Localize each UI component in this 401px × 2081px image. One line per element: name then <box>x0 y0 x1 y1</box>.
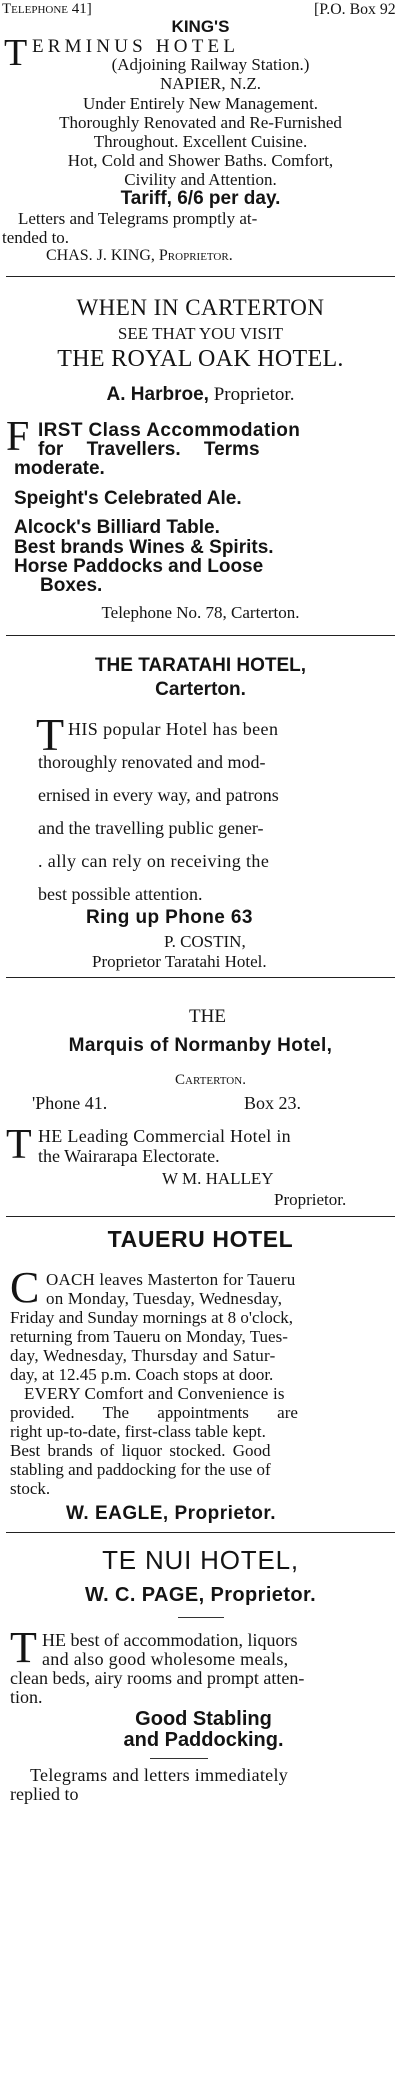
body-line: and also good wholesome meals, <box>42 1649 289 1669</box>
proprietor-signature: W M. HALLEY <box>162 1169 274 1188</box>
body-line: thoroughly renovated and mod- <box>38 752 266 772</box>
description-line: Hot, Cold and Shower Baths. Comfort, <box>67 151 334 170</box>
body-line: best possible attention. <box>38 884 203 904</box>
phone-number: 'Phone 41. <box>32 1093 108 1113</box>
hotel-name: THE ROYAL OAK HOTEL. <box>57 346 344 372</box>
body-line: . ally can rely on receiving the <box>38 851 270 871</box>
headline: WHEN IN CARTERTON <box>76 295 325 320</box>
stabling-line: and Paddocking. <box>123 1729 284 1751</box>
ornamental-dash <box>150 1758 208 1759</box>
drop-cap-t: T <box>4 32 28 74</box>
ornamental-dash <box>178 1617 224 1618</box>
hotel-town: NAPIER, N.Z. <box>159 74 262 93</box>
body-line: the Wairarapa Electorate. <box>38 1146 220 1166</box>
letters-line: tended to. <box>2 228 70 247</box>
body-line: clean beds, airy rooms and prompt atten- <box>10 1668 305 1688</box>
divider <box>6 1216 395 1217</box>
body-line: OACH leaves Masterton for Taueru <box>46 1270 296 1289</box>
telephone-line: Telephone No. 78, Carterton. <box>101 603 300 622</box>
hotel-town: Carterton. <box>155 679 246 700</box>
proprietor-title: Proprietor Taratahi Hotel. <box>92 952 267 971</box>
body-line: tion. <box>10 1687 43 1707</box>
body-line: day, Wednesday, Thursday and Satur- <box>10 1346 276 1365</box>
hotel-name: TAUERU HOTEL <box>107 1226 294 1252</box>
proprietor-line: W. EAGLE, Proprietor. <box>66 1503 277 1524</box>
hotel-name: ERMINUS HOTEL <box>32 36 240 57</box>
proprietor-title: Proprietor. <box>208 384 295 405</box>
body-line: HE best of accommodation, liquors <box>42 1630 298 1650</box>
hotel-location-note: (Adjoining Railway Station.) <box>111 55 310 74</box>
hotel-owner-name: KING'S <box>171 17 230 36</box>
tariff: Tariff, 6/6 per day. <box>120 188 281 209</box>
feature-line: Best brands Wines & Spirits. <box>14 537 274 558</box>
accommodation-line: for Travellers. Terms <box>38 439 260 460</box>
telegrams-line: replied to <box>10 1784 79 1804</box>
drop-cap-t: T <box>6 1122 32 1168</box>
hotel-name: TE NUI HOTEL, <box>102 1545 299 1575</box>
body-line: Best brands of liquor stocked. Good <box>10 1441 271 1460</box>
body-line: ernised in every way, and patrons <box>38 785 279 805</box>
subheadline: SEE THAT YOU VISIT <box>117 324 284 343</box>
hotel-town: Carterton. <box>175 1072 246 1088</box>
description-line: Thoroughly Renovated and Re-Furnished <box>59 113 342 132</box>
article: THE <box>189 1006 226 1027</box>
proprietor-signature: CHAS. J. KING, Proprietor. <box>46 247 233 264</box>
feature-line: Alcock's Billiard Table. <box>14 517 220 538</box>
stabling-line: Good Stabling <box>135 1708 272 1730</box>
body-line: day, at 12.45 p.m. Coach stops at door. <box>10 1365 274 1384</box>
phone-callout: Ring up Phone 63 <box>86 907 253 928</box>
ale-advert: Speight's Celebrated Ale. <box>14 488 242 509</box>
divider <box>6 635 395 636</box>
body-line: on Monday, Tuesday, Wednesday, <box>46 1289 283 1308</box>
description-line: Throughout. Excellent Cuisine. <box>93 132 308 151</box>
drop-cap-c: C <box>10 1263 40 1312</box>
body-line: stabling and paddocking for the use of <box>10 1460 271 1479</box>
body-line: Friday and Sunday mornings at 8 o'clock, <box>10 1308 294 1327</box>
telegrams-line: Telegrams and letters immediately <box>30 1765 289 1785</box>
description-line: Civility and Attention. <box>124 170 277 189</box>
feature-line: Horse Paddocks and Loose <box>14 556 264 577</box>
drop-cap-t: T <box>10 1623 37 1672</box>
hotel-name: THE TARATAHI HOTEL, <box>94 655 307 676</box>
body-line: HIS popular Hotel has been <box>68 719 279 739</box>
divider <box>6 977 395 978</box>
proprietor-title: Proprietor. <box>274 1190 347 1209</box>
body-line: provided. The appointments are <box>10 1403 298 1422</box>
divider <box>6 276 395 277</box>
body-line: right up-to-date, first-class table kept. <box>10 1422 266 1441</box>
body-line: returning from Taueru on Monday, Tues- <box>10 1327 288 1346</box>
drop-cap-f: F <box>6 414 30 460</box>
body-line: EVERY Comfort and Convenience is <box>24 1384 285 1403</box>
box-number: Box 23. <box>244 1093 302 1113</box>
proprietor-signature: P. COSTIN, <box>164 932 246 951</box>
divider <box>6 1532 395 1533</box>
letters-line: Letters and Telegrams promptly at- <box>18 209 258 228</box>
description-line: Under Entirely New Management. <box>82 94 319 113</box>
body-line: stock. <box>10 1479 51 1498</box>
proprietor-name: A. Harbroe, <box>106 384 209 405</box>
body-line: and the travelling public gener- <box>38 818 264 838</box>
drop-cap-t: T <box>36 709 65 760</box>
body-line: HE Leading Commercial Hotel in <box>38 1126 291 1146</box>
hotel-name: Marquis of Normanby Hotel, <box>68 1035 333 1056</box>
telephone-number: Telephone 41] <box>2 1 92 17</box>
proprietor-line: W. C. PAGE, Proprietor. <box>84 1584 317 1606</box>
proprietor-line <box>0 385 401 404</box>
accommodation-line: IRST Class Accommodation <box>38 420 301 441</box>
po-box: [P.O. Box 92 <box>314 1 397 18</box>
accommodation-line: moderate. <box>14 458 105 479</box>
feature-line: Boxes. <box>40 575 103 596</box>
